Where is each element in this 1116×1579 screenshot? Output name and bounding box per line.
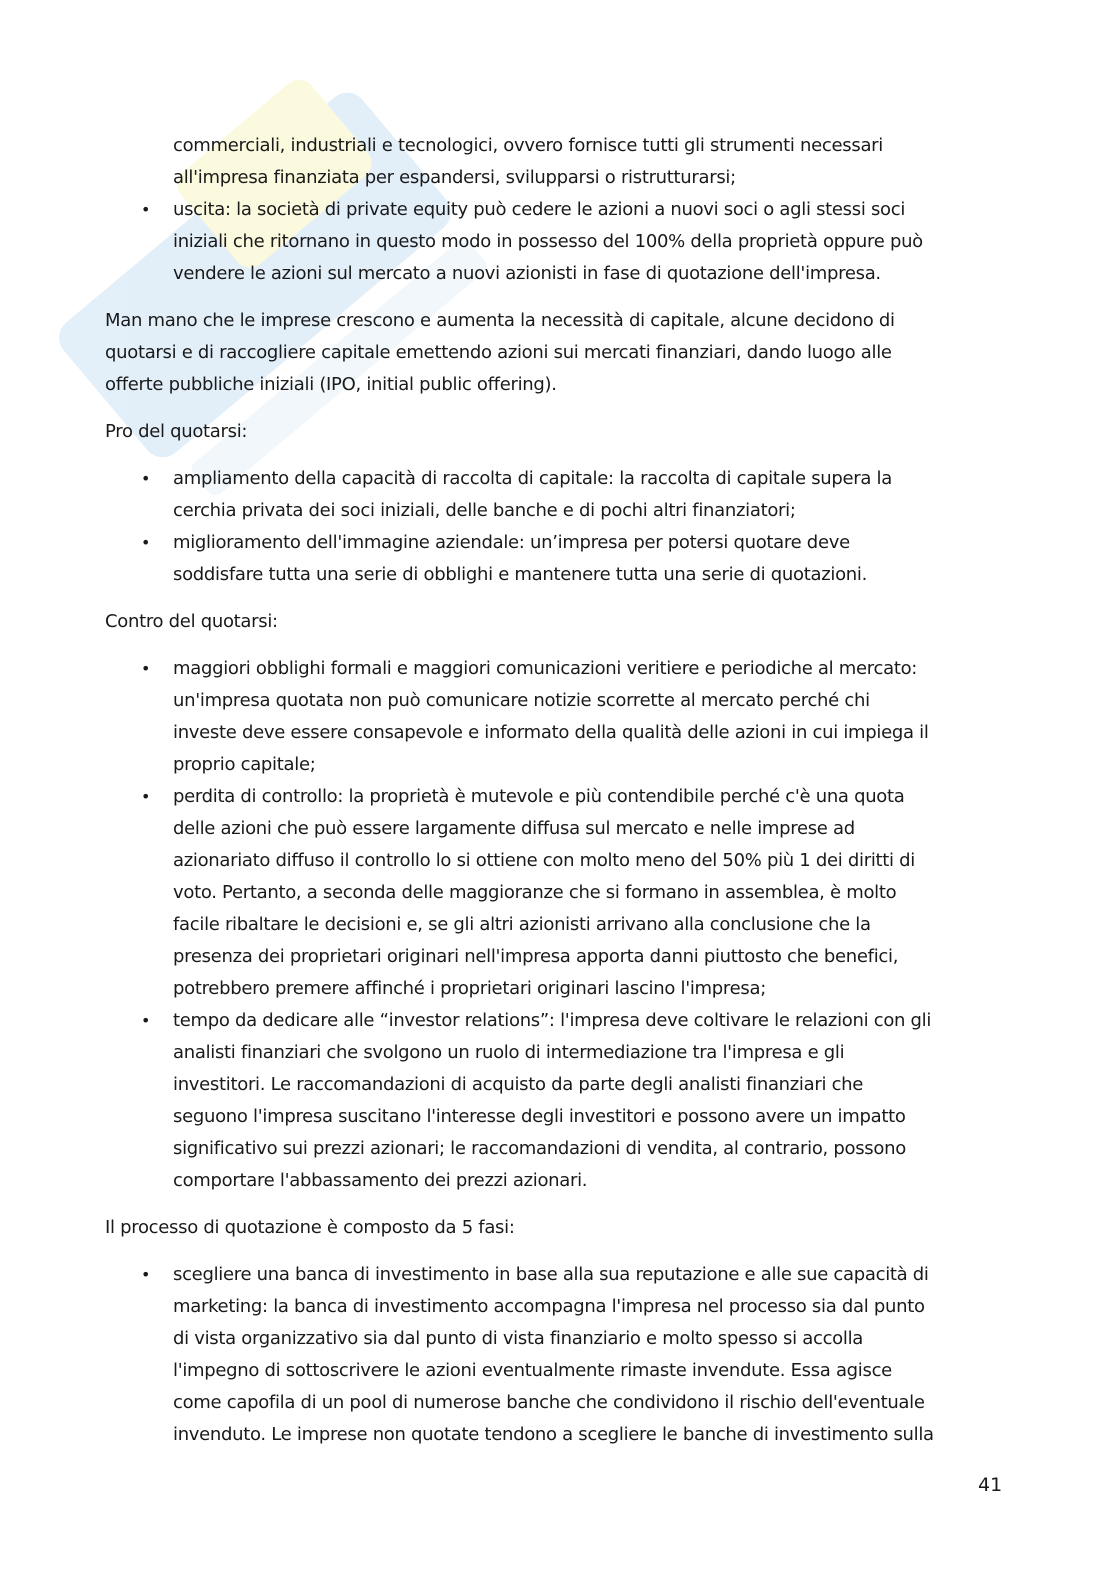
text-line: investe deve essere consapevole e informato della qualità delle azioni in cui impiega il bbox=[173, 722, 929, 743]
document-body bbox=[105, 130, 1025, 1466]
list-item bbox=[105, 653, 1025, 781]
bullet-icon: • bbox=[141, 1011, 151, 1030]
bullet-icon: • bbox=[141, 469, 151, 488]
paragraph bbox=[105, 606, 1025, 638]
list-item bbox=[105, 130, 1025, 194]
bullet-icon: • bbox=[141, 533, 151, 552]
text-line: scegliere una banca di investimento in base alla sua reputazione e alle sue capacità di bbox=[173, 1264, 929, 1285]
text-line: cerchia privata dei soci iniziali, delle banche e di pochi altri finanziatori; bbox=[173, 500, 796, 521]
text-line: perdita di controllo: la proprietà è mutevole e più contendibile perché c'è una quota bbox=[173, 786, 905, 807]
text-line: ampliamento della capacità di raccolta di capitale: la raccolta di capitale supera la bbox=[173, 468, 892, 489]
text-line: vendere le azioni sul mercato a nuovi azionisti in fase di quotazione dell'impresa. bbox=[173, 263, 881, 284]
bullet-icon: • bbox=[141, 659, 151, 678]
text-line: miglioramento dell'immagine aziendale: un’impresa per potersi quotare deve bbox=[173, 532, 850, 553]
text-line: maggiori obblighi formali e maggiori comunicazioni veritiere e periodiche al mercato: bbox=[173, 658, 918, 679]
text-line: potrebbero premere affinché i proprietari originari lascino l'impresa; bbox=[173, 978, 766, 999]
text-line: uscita: la società di private equity può cedere le azioni a nuovi soci o agli stessi soci bbox=[173, 199, 906, 220]
text-line: come capofila di un pool di numerose banche che condividono il rischio dell'eventuale bbox=[173, 1392, 925, 1413]
text-line: seguono l'impresa suscitano l'interesse degli investitori e possono avere un impatto bbox=[173, 1106, 906, 1127]
list-item bbox=[105, 1005, 1025, 1197]
text-line: all'impresa finanziata per espandersi, svilupparsi o ristrutturarsi; bbox=[173, 167, 736, 188]
list-item bbox=[105, 1259, 1025, 1451]
text-line: commerciali, industriali e tecnologici, ovvero fornisce tutti gli strumenti necessari bbox=[173, 135, 883, 156]
text-line: facile ribaltare le decisioni e, se gli altri azionisti arrivano alla conclusione che la bbox=[173, 914, 871, 935]
text-line: significativo sui prezzi azionari; le raccomandazioni di vendita, al contrario, possono bbox=[173, 1138, 906, 1159]
text-line: investitori. Le raccomandazioni di acquisto da parte degli analisti finanziari che bbox=[173, 1074, 864, 1095]
text-line: delle azioni che può essere largamente diffusa sul mercato e nelle imprese ad bbox=[173, 818, 855, 839]
paragraph bbox=[105, 416, 1025, 448]
bullet-list bbox=[105, 1259, 1025, 1451]
paragraph bbox=[105, 305, 1025, 401]
bullet-list bbox=[105, 653, 1025, 1197]
bullet-icon: • bbox=[141, 1265, 151, 1284]
bullet-list bbox=[105, 463, 1025, 591]
text-line: proprio capitale; bbox=[173, 754, 316, 775]
list-item bbox=[105, 194, 1025, 290]
text-line: Pro del quotarsi: bbox=[105, 421, 248, 442]
text-line: un'impresa quotata non può comunicare notizie scorrette al mercato perché chi bbox=[173, 690, 870, 711]
text-line: offerte pubbliche iniziali (IPO, initial public offering). bbox=[105, 374, 557, 395]
bullet-list bbox=[105, 130, 1025, 290]
list-item bbox=[105, 527, 1025, 591]
list-item bbox=[105, 463, 1025, 527]
text-line: Contro del quotarsi: bbox=[105, 611, 278, 632]
text-line: analisti finanziari che svolgono un ruolo di intermediazione tra l'impresa e gli bbox=[173, 1042, 845, 1063]
list-item bbox=[105, 781, 1025, 1005]
text-line: invenduto. Le imprese non quotate tendono a scegliere le banche di investimento sulla bbox=[173, 1424, 934, 1445]
text-line: marketing: la banca di investimento accompagna l'impresa nel processo sia dal punto bbox=[173, 1296, 925, 1317]
text-line: l'impegno di sottoscrivere le azioni eventualmente rimaste invendute. Essa agisce bbox=[173, 1360, 892, 1381]
text-line: di vista organizzativo sia dal punto di vista finanziario e molto spesso si accolla bbox=[173, 1328, 864, 1349]
text-line: comportare l'abbassamento dei prezzi azionari. bbox=[173, 1170, 588, 1191]
bullet-icon: • bbox=[141, 787, 151, 806]
text-line: soddisfare tutta una serie di obblighi e mantenere tutta una serie di quotazioni. bbox=[173, 564, 868, 585]
text-line: quotarsi e di raccogliere capitale emettendo azioni sui mercati finanziari, dando luogo alle bbox=[105, 342, 892, 363]
text-line: iniziali che ritornano in questo modo in possesso del 100% della proprietà oppure può bbox=[173, 231, 923, 252]
text-line: voto. Pertanto, a seconda delle maggioranze che si formano in assemblea, è molto bbox=[173, 882, 897, 903]
paragraph bbox=[105, 1212, 1025, 1244]
text-line: Man mano che le imprese crescono e aumenta la necessità di capitale, alcune decidono di bbox=[105, 310, 895, 331]
text-line: tempo da dedicare alle “investor relations”: l'impresa deve coltivare le relazioni con gli bbox=[173, 1010, 932, 1031]
bullet-icon: • bbox=[141, 200, 151, 219]
text-line: presenza dei proprietari originari nell'impresa apporta danni piuttosto che benefici, bbox=[173, 946, 899, 967]
text-line: azionariato diffuso il controllo lo si ottiene con molto meno del 50% più 1 dei diritti di bbox=[173, 850, 916, 871]
page-number: 41 bbox=[978, 1474, 1003, 1496]
text-line: Il processo di quotazione è composto da 5 fasi: bbox=[105, 1217, 515, 1238]
